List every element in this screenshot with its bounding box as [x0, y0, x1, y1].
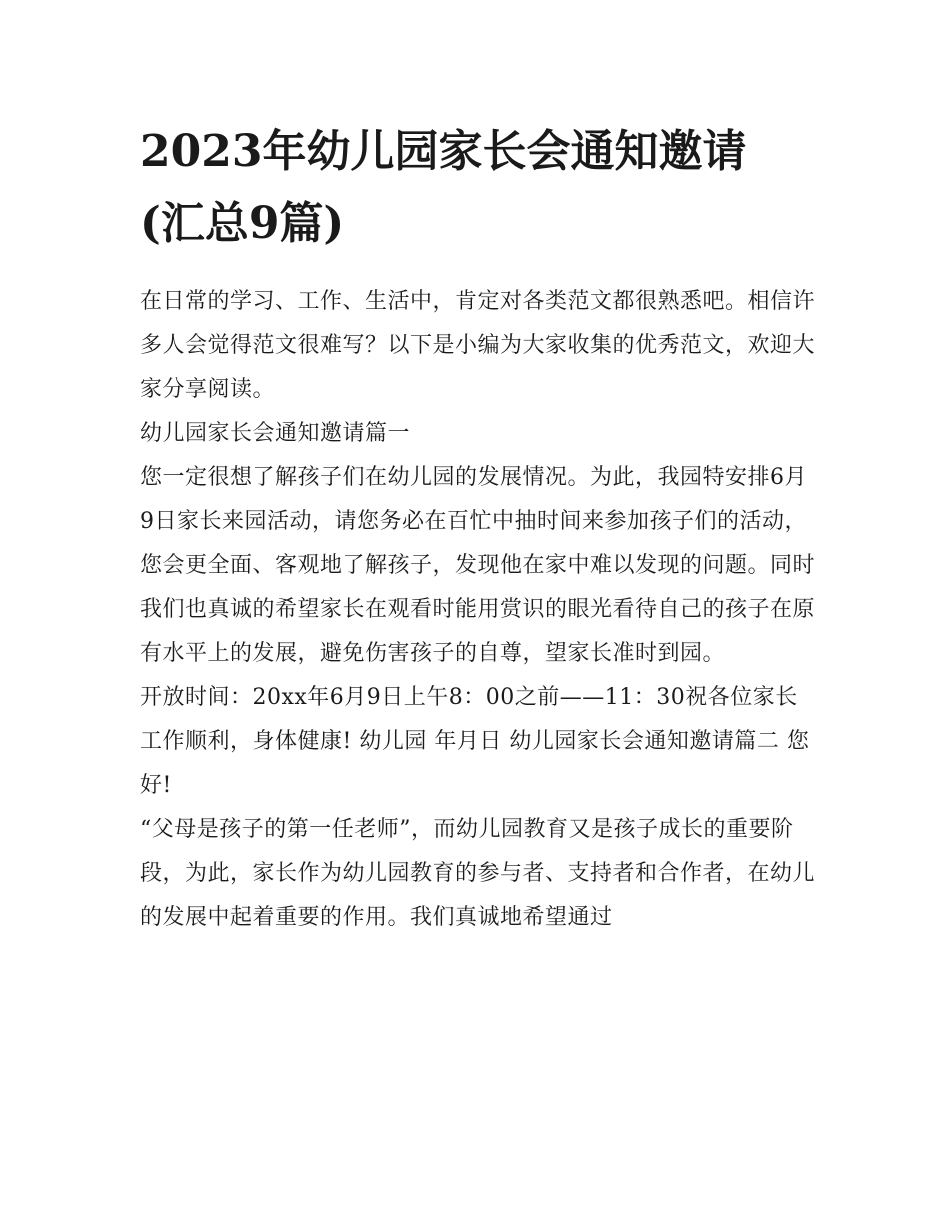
title-line-2: (汇总9篇): [140, 198, 345, 249]
section-2-paragraph: “父母是孩子的第一任老师”，而幼儿园教育又是孩子成长的重要阶段，为此，家长作为幼儿园教育的参与者、支持者和合作者，在幼儿的发展中起着重要的作用。我们真诚地希望通过: [140, 817, 816, 930]
document-title: [140, 116, 820, 260]
intro-paragraph: 在日常的学习、工作、生活中，肯定对各类范文都很熟悉吧。相信许多人会觉得范文很难写？以下是小编为大家收集的优秀范文，欢迎大家分享阅读。: [140, 289, 816, 402]
document-body: [140, 280, 820, 940]
section-1-paragraph: 您一定很想了解孩子们在幼儿园的发展情况。为此，我园特安排6月9日家长来园活动，请您务必在百忙中抽时间来参加孩子们的活动，您会更全面、客观地了解孩子，发现他在家中难以发现的问题。同时我们也真诚的希望家长在观看时能用赏识的眼光看待自己的孩子在原有水平上的发展，避免伤害孩子的自尊，望家长准时到园。: [140, 465, 816, 666]
section-heading-1: 幼儿园家长会通知邀请篇一: [140, 421, 411, 446]
open-time-paragraph: 开放时间：20xx年6月9日上午8：00之前——11：30祝各位家长工作顺利，身体健康! 幼儿园 年月日 幼儿园家长会通知邀请篇二 您好!: [140, 685, 810, 798]
title-line-1: 2023年幼儿园家长会通知邀请: [140, 126, 747, 177]
